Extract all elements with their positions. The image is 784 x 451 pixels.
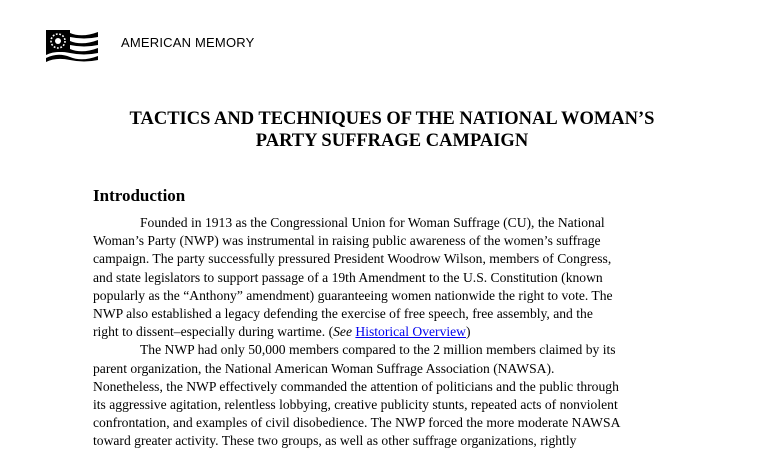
- text-line: campaign. The party successfully pressured President Woodrow Wilson, members of Congress,: [93, 251, 612, 267]
- text-line: NWP also established a legacy defending the exercise of free speech, free assembly, and the: [93, 306, 593, 322]
- text-line: Nonetheless, the NWP effectively commanded the attention of politicians and the public through: [93, 378, 619, 394]
- text-line: [93, 323, 693, 341]
- site-brand: AMERICAN MEMORY: [121, 35, 255, 50]
- text-line: popularly as the “Anthony” amendment) guaranteeing women nationwide the right to vote. The: [93, 287, 613, 303]
- document-title: [60, 108, 724, 152]
- paragraph: [93, 341, 693, 450]
- page-header: [44, 24, 444, 64]
- paragraph: [93, 214, 693, 341]
- text-fragment: right to dissent–especially during wartime. (: [93, 324, 334, 340]
- text-fragment: ): [466, 324, 471, 340]
- title-line: TACTICS AND TECHNIQUES OF THE NATIONAL WOMAN’S: [129, 109, 655, 129]
- text-line: and state legislators to support passage of a 19th Amendment to the U.S. Constitution (known: [93, 269, 603, 285]
- title-line: PARTY SUFFRAGE CAMPAIGN: [255, 131, 529, 151]
- historical-overview-link[interactable]: Historical Overview: [355, 324, 466, 340]
- text-line: parent organization, the National American Woman Suffrage Association (NAWSA).: [93, 360, 555, 376]
- american-flag-icon: [44, 24, 100, 64]
- section-heading: Introduction: [93, 186, 186, 205]
- text-line: confrontation, and examples of civil disobedience. The NWP forced the more moderate NAWSA: [93, 415, 621, 431]
- text-line: The NWP had only 50,000 members compared to the 2 million members claimed by its: [140, 342, 616, 358]
- see-text: See: [333, 324, 352, 340]
- text-line: its aggressive agitation, relentless lobbying, creative publicity stunts, repeated acts of nonviolent: [93, 397, 618, 413]
- text-line: Woman’s Party (NWP) was instrumental in raising public awareness of the women’s suffrage: [93, 233, 601, 249]
- text-line: toward greater activity. These two groups, as well as other suffrage organizations, rightly: [93, 433, 577, 449]
- text-line: Founded in 1913 as the Congressional Union for Woman Suffrage (CU), the National: [140, 215, 605, 230]
- document-body: [93, 214, 693, 451]
